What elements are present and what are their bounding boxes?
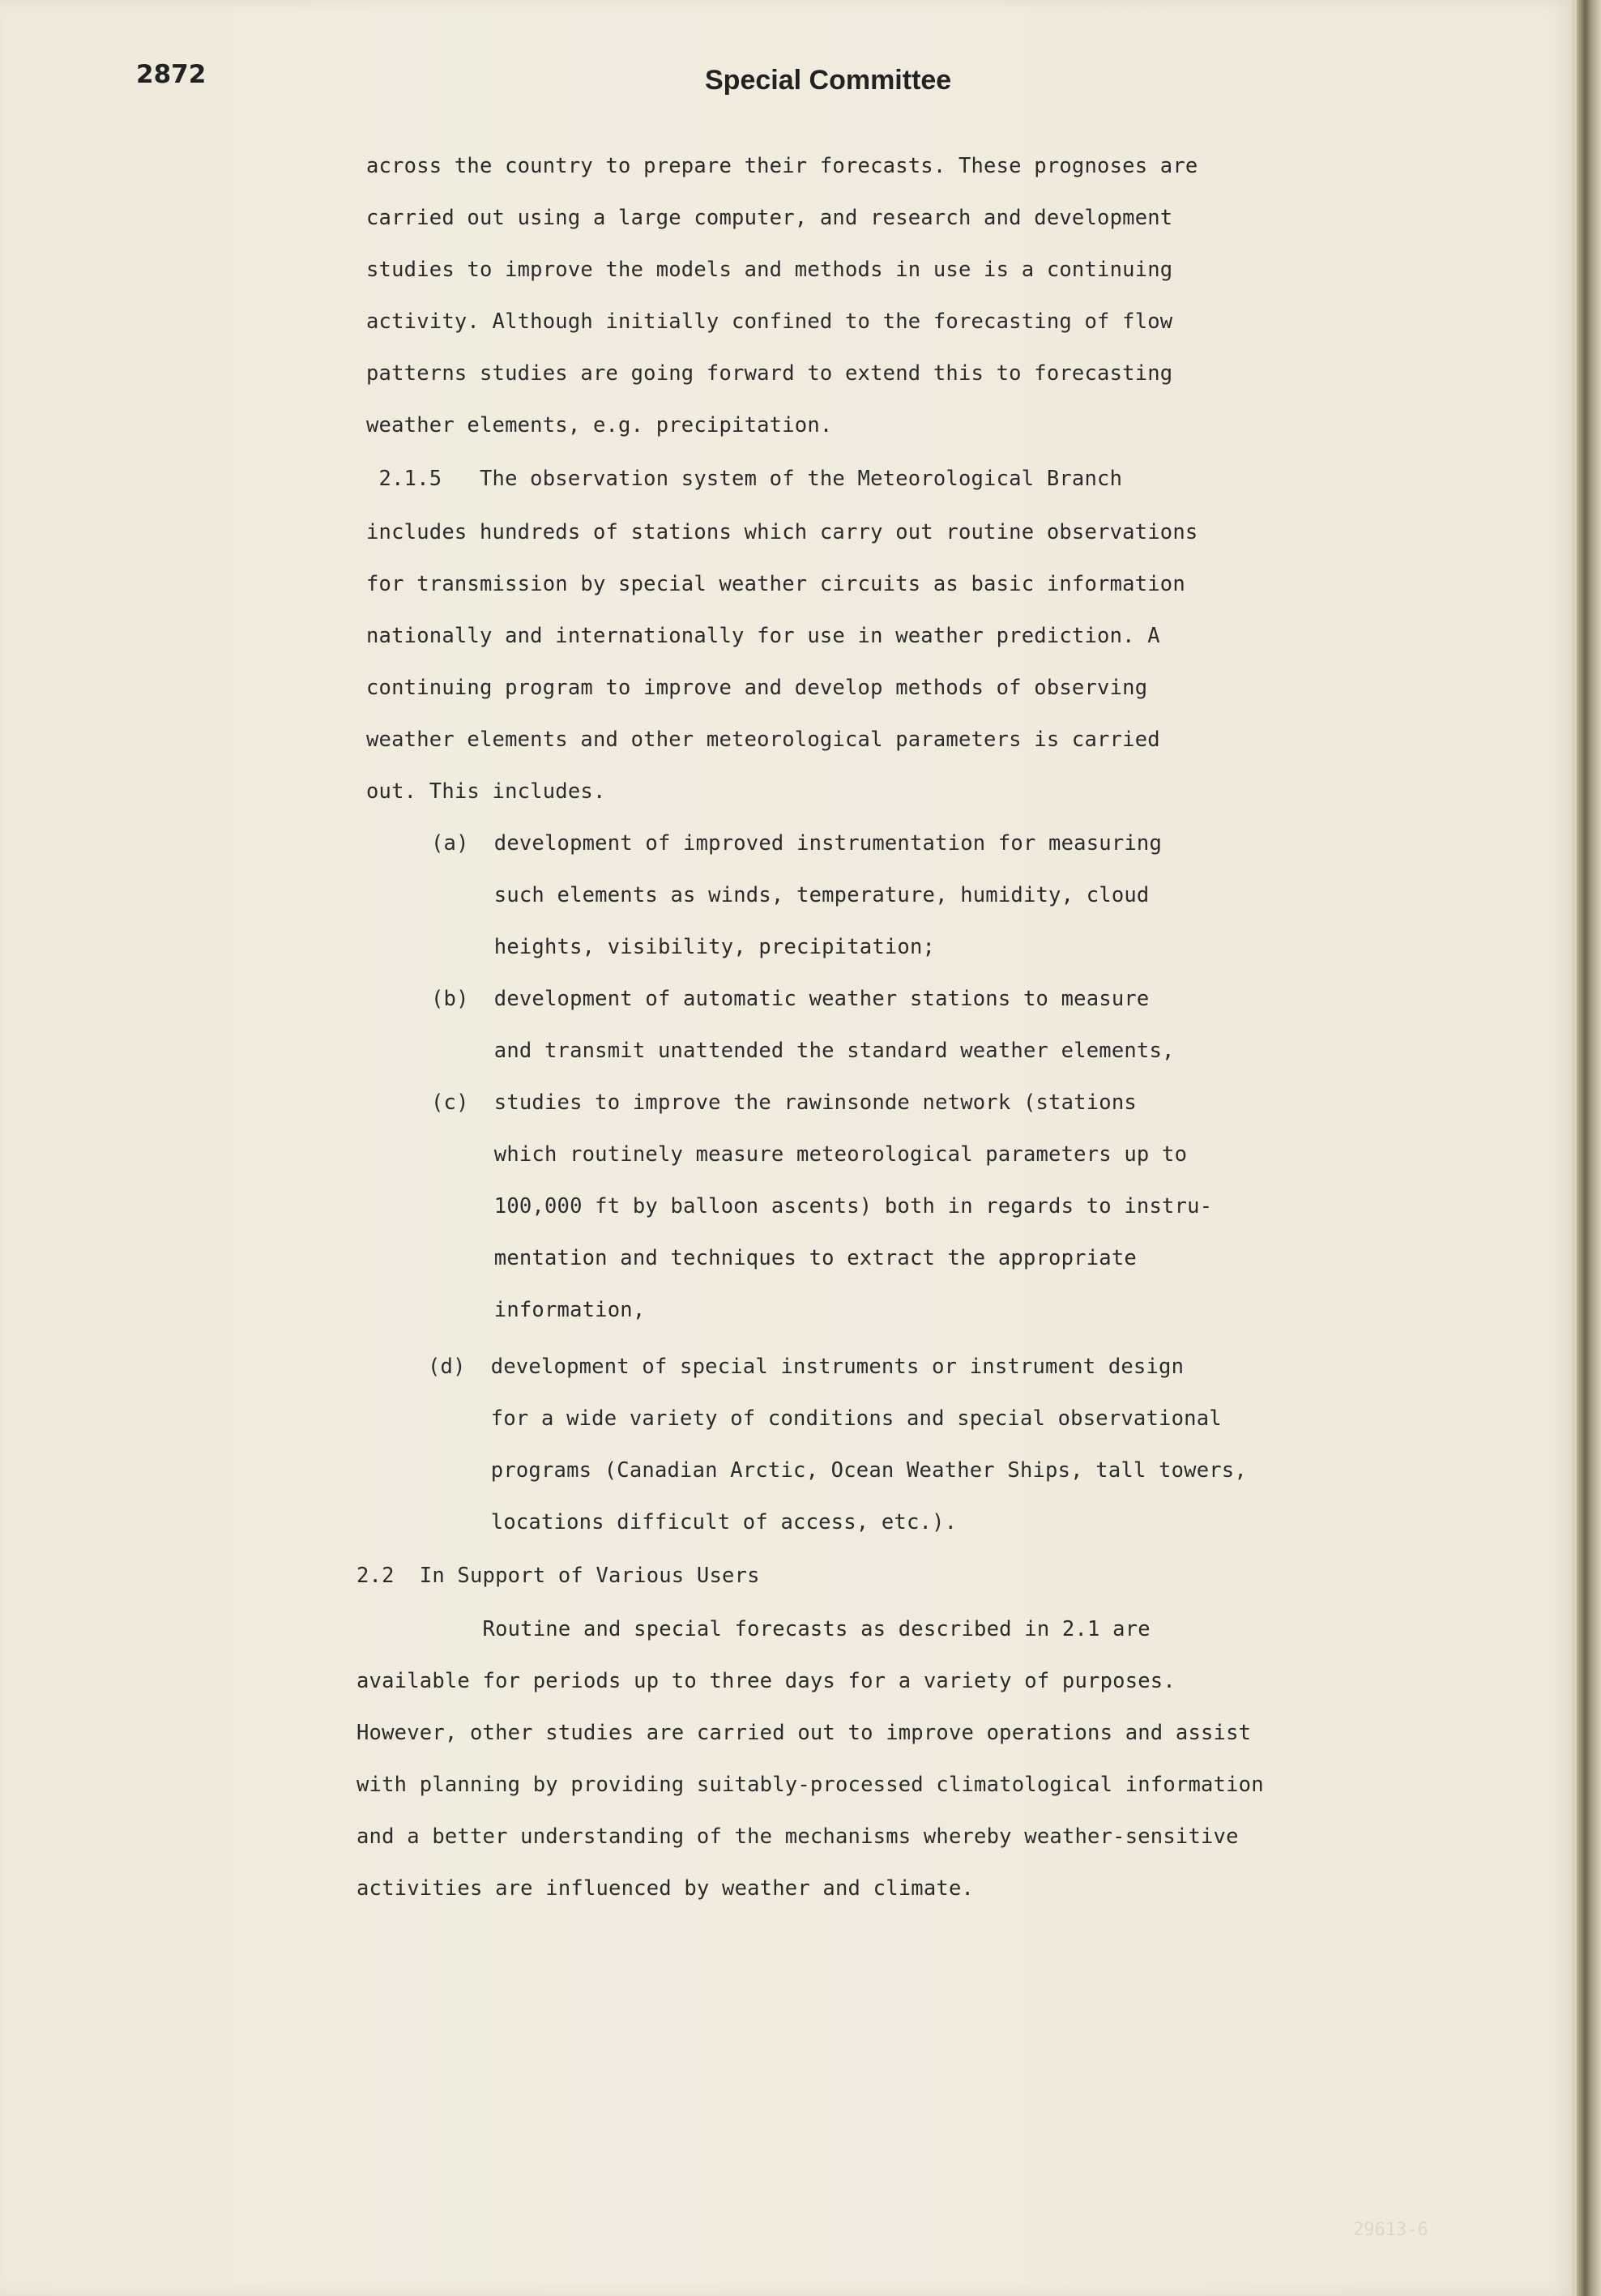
body-line: includes hundreds of stations which carry out routine observations <box>366 520 1198 544</box>
body-line: out. This includes. <box>366 779 606 804</box>
list-item-c-cont: which routinely measure meteorological parameters up to <box>431 1142 1188 1167</box>
running-head: Special Committee <box>705 65 952 96</box>
body-line: activities are influenced by weather and climate. <box>356 1876 975 1901</box>
body-line: nationally and internationally for use in weather prediction. A <box>366 624 1160 648</box>
section-heading-2-2: 2.2 In Support of Various Users <box>356 1564 760 1588</box>
list-item-d-cont: locations difficult of access, etc.). <box>428 1510 958 1534</box>
list-item-a-cont: heights, visibility, precipitation; <box>431 935 936 959</box>
list-item-a-cont: such elements as winds, temperature, humidity, cloud <box>431 883 1150 907</box>
body-line: with planning by providing suitably-processed climatological information <box>356 1773 1264 1797</box>
list-item-d-cont: for a wide variety of conditions and special observational <box>428 1406 1222 1431</box>
body-line: studies to improve the models and methods in use is a continuing <box>366 258 1173 282</box>
body-line: weather elements, e.g. precipitation. <box>366 413 833 437</box>
list-item-a: (a) development of improved instrumentation for measuring <box>431 831 1163 856</box>
list-item-b: (b) development of automatic weather stations to measure <box>431 987 1150 1011</box>
body-line: available for periods up to three days for a variety of purposes. <box>356 1669 1176 1693</box>
list-item-c-cont: 100,000 ft by balloon ascents) both in regards to instru- <box>431 1194 1213 1218</box>
page-edge <box>1577 0 1601 2296</box>
body-line: across the country to prepare their forecasts. These prognoses are <box>366 154 1198 178</box>
body-line: carried out using a large computer, and research and development <box>366 206 1173 230</box>
body-line: weather elements and other meteorological parameters is carried <box>366 728 1160 752</box>
body-line: and a better understanding of the mechanisms whereby weather-sensitive <box>356 1824 1239 1849</box>
body-line: activity. Although initially confined to the forecasting of flow <box>366 309 1173 334</box>
list-item-c-cont: mentation and techniques to extract the appropriate <box>431 1246 1137 1270</box>
body-line: Routine and special forecasts as described in 2.1 are <box>356 1617 1151 1641</box>
section-heading-2-1-5: 2.1.5 The observation system of the Meteorological Branch <box>366 467 1123 491</box>
footer-mark: 29613-6 <box>1353 2220 1428 2240</box>
list-item-b-cont: and transmit unattended the standard weather elements, <box>431 1039 1175 1063</box>
body-line: continuing program to improve and develop methods of observing <box>366 676 1148 700</box>
list-item-c-cont: information, <box>431 1298 646 1322</box>
page-number: 2872 <box>136 60 207 89</box>
list-item-c: (c) studies to improve the rawinsonde network (stations <box>431 1090 1137 1115</box>
body-line: patterns studies are going forward to extend this to forecasting <box>366 361 1173 386</box>
list-item-d-cont: programs (Canadian Arctic, Ocean Weather Ships, tall towers, <box>428 1458 1247 1483</box>
body-line: However, other studies are carried out to improve operations and assist <box>356 1721 1252 1745</box>
body-line: for transmission by special weather circuits as basic information <box>366 572 1185 596</box>
list-item-d: (d) development of special instruments or instrument design <box>428 1355 1185 1379</box>
